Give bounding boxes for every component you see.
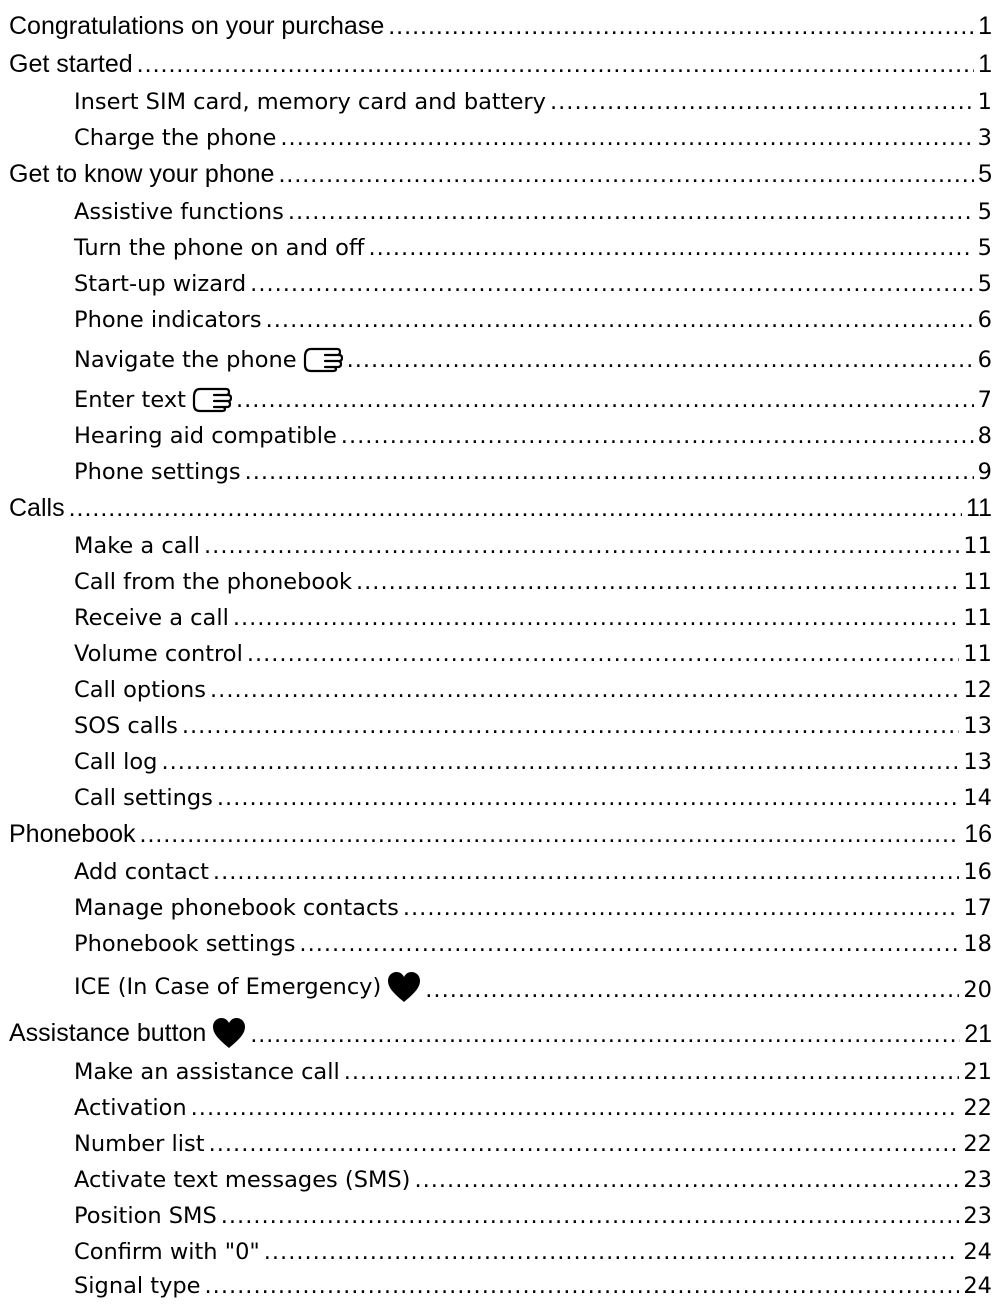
toc-entry-title [9, 1017, 246, 1049]
toc-entry[interactable] [0, 1085, 992, 1121]
toc-page-number: 11 [966, 494, 992, 522]
toc-entry-title: Receive a call [74, 605, 229, 631]
toc-entry[interactable] [0, 631, 992, 667]
toc-entry[interactable] [0, 1003, 992, 1049]
toc-page-number: 5 [977, 235, 992, 261]
toc-page-number: 23 [963, 1167, 992, 1193]
dot-leader [210, 677, 959, 703]
toc-entry[interactable] [0, 667, 992, 703]
toc-entry-label: Enter text [74, 387, 186, 413]
toc-entry[interactable] [0, 1157, 992, 1193]
dot-leader [341, 423, 974, 449]
toc-entry[interactable] [0, 957, 992, 1003]
toc-page-number: 20 [963, 977, 992, 1003]
toc-entry-title: Phone indicators [74, 307, 262, 333]
toc-entry[interactable] [0, 559, 992, 595]
toc-entry-title: Assistive functions [74, 199, 284, 225]
toc-page-number: 7 [977, 387, 992, 413]
toc-entry[interactable] [0, 595, 992, 631]
toc-entry[interactable] [0, 739, 992, 775]
dot-leader [550, 89, 974, 115]
toc-entry-title: Phone settings [74, 459, 241, 485]
toc-entry-title: Activate text messages (SMS) [74, 1167, 411, 1193]
toc-entry-title: Calls [9, 494, 65, 522]
dot-leader [213, 859, 959, 885]
toc-entry[interactable] [0, 1265, 992, 1299]
dot-leader [266, 307, 974, 333]
table-of-contents [0, 4, 992, 1299]
dot-leader [403, 895, 960, 921]
dot-leader [288, 199, 974, 225]
dot-leader [250, 271, 974, 297]
heart-icon [212, 1017, 246, 1049]
dot-leader [161, 749, 959, 775]
toc-page-number: 13 [963, 749, 992, 775]
toc-page-number: 8 [977, 423, 992, 449]
toc-entry-title: Activation [74, 1095, 187, 1121]
dot-leader [414, 1167, 959, 1193]
dot-leader [236, 387, 974, 413]
toc-page-number: 18 [963, 931, 992, 957]
toc-entry-title: Congratulations on your purchase [9, 12, 385, 40]
toc-entry[interactable] [0, 885, 992, 921]
toc-entry-title: Add contact [74, 859, 209, 885]
toc-page-number: 22 [963, 1095, 992, 1121]
toc-entry[interactable] [0, 41, 992, 79]
toc-page-number: 12 [963, 677, 992, 703]
toc-entry[interactable] [0, 1049, 992, 1085]
toc-entry-title: Call settings [74, 785, 213, 811]
toc-entry[interactable] [0, 151, 992, 189]
toc-entry[interactable] [0, 523, 992, 559]
toc-entry[interactable] [0, 79, 992, 115]
toc-entry-title [74, 971, 421, 1003]
toc-entry-title: Number list [74, 1131, 205, 1157]
toc-entry-title: Charge the phone [74, 125, 277, 151]
toc-page-number: 1 [978, 12, 992, 40]
toc-entry[interactable] [0, 485, 992, 523]
toc-page-number: 11 [963, 641, 992, 667]
heart-icon [387, 971, 421, 1003]
toc-entry-title [74, 347, 343, 373]
toc-entry[interactable] [0, 189, 992, 225]
dot-leader [250, 1020, 960, 1049]
toc-page-number: 11 [963, 605, 992, 631]
dot-leader [217, 785, 959, 811]
toc-entry[interactable] [0, 225, 992, 261]
toc-page-number: 5 [977, 271, 992, 297]
toc-entry[interactable] [0, 921, 992, 957]
toc-entry-label: Navigate the phone [74, 347, 297, 373]
toc-entry-title: Call options [74, 677, 207, 703]
toc-page-number: 14 [963, 785, 992, 811]
toc-page-number: 5 [978, 160, 992, 188]
toc-entry-title: Call from the phonebook [74, 569, 352, 595]
toc-entry-title: Manage phonebook contacts [74, 895, 399, 921]
toc-entry[interactable] [0, 297, 992, 333]
toc-entry-title: Confirm with "0" [74, 1239, 260, 1265]
dot-leader [233, 605, 960, 631]
dot-leader [280, 125, 973, 151]
toc-page-number: 1 [978, 50, 992, 78]
toc-entry[interactable] [0, 811, 992, 849]
toc-entry-title: Make a call [74, 533, 201, 559]
toc-entry-title: Get started [9, 50, 133, 78]
dot-leader [209, 1131, 960, 1157]
toc-entry[interactable] [0, 1193, 992, 1229]
toc-page-number: 5 [977, 199, 992, 225]
toc-page-number: 1 [977, 89, 992, 115]
toc-entry-title: Phonebook [9, 820, 136, 848]
toc-entry[interactable] [0, 775, 992, 811]
toc-entry[interactable] [0, 333, 992, 373]
toc-page-number: 11 [963, 569, 992, 595]
dot-leader [137, 50, 974, 79]
toc-entry-title: Phonebook settings [74, 931, 296, 957]
dot-leader [388, 12, 974, 41]
toc-page-number: 21 [963, 1059, 992, 1085]
toc-page-number: 9 [977, 459, 992, 485]
toc-entry-label: Assistance button [9, 1018, 207, 1047]
dot-leader [204, 533, 959, 559]
toc-page-number: 3 [977, 125, 992, 151]
toc-entry-title: Position SMS [74, 1203, 217, 1229]
dot-leader [368, 235, 973, 261]
toc-entry[interactable] [0, 373, 992, 413]
hand-pointing-icon [303, 347, 343, 373]
toc-entry[interactable] [0, 849, 992, 885]
dot-leader [425, 977, 959, 1003]
toc-entry-title: Make an assistance call [74, 1059, 340, 1085]
toc-entry-title: Get to know your phone [9, 160, 275, 188]
hand-pointing-icon [192, 387, 232, 413]
dot-leader [278, 160, 974, 189]
dot-leader [347, 347, 974, 373]
dot-leader [264, 1239, 960, 1265]
toc-entry[interactable] [0, 413, 992, 449]
toc-entry-title: Volume control [74, 641, 243, 667]
toc-page-number: 21 [964, 1020, 992, 1048]
toc-entry[interactable] [0, 1121, 992, 1157]
toc-entry[interactable] [0, 703, 992, 739]
dot-leader [221, 1203, 960, 1229]
toc-entry-title: Signal type [74, 1273, 201, 1299]
toc-entry[interactable] [0, 115, 992, 151]
toc-entry-title: Hearing aid compatible [74, 423, 337, 449]
toc-entry[interactable] [0, 261, 992, 297]
dot-leader [140, 820, 961, 849]
toc-page-number: 13 [963, 713, 992, 739]
toc-entry[interactable] [0, 1229, 992, 1265]
toc-page-number: 24 [963, 1239, 992, 1265]
toc-entry-title: Turn the phone on and off [74, 235, 365, 261]
dot-leader [245, 459, 974, 485]
toc-entry-title: Insert SIM card, memory card and battery [74, 89, 546, 115]
toc-page-number: 24 [963, 1273, 992, 1299]
toc-entry-title: Call log [74, 749, 158, 775]
toc-entry[interactable] [0, 449, 992, 485]
dot-leader [191, 1095, 960, 1121]
toc-page-number: 6 [977, 307, 992, 333]
dot-leader [344, 1059, 960, 1085]
toc-page-number: 16 [963, 859, 992, 885]
dot-leader [182, 713, 960, 739]
toc-page-number: 17 [963, 895, 992, 921]
toc-entry[interactable] [0, 4, 992, 41]
toc-page-number: 6 [977, 347, 992, 373]
dot-leader [247, 641, 960, 667]
toc-page-number: 16 [964, 820, 992, 848]
toc-page-number: 11 [963, 533, 992, 559]
toc-page-number: 22 [963, 1131, 992, 1157]
toc-entry-title: SOS calls [74, 713, 178, 739]
dot-leader [69, 494, 962, 523]
toc-page-number: 23 [963, 1203, 992, 1229]
toc-entry-label: ICE (In Case of Emergency) [74, 974, 382, 1000]
toc-entry-title [74, 387, 232, 413]
dot-leader [205, 1273, 960, 1299]
toc-entry-title: Start-up wizard [74, 271, 247, 297]
dot-leader [299, 931, 959, 957]
dot-leader [356, 569, 959, 595]
